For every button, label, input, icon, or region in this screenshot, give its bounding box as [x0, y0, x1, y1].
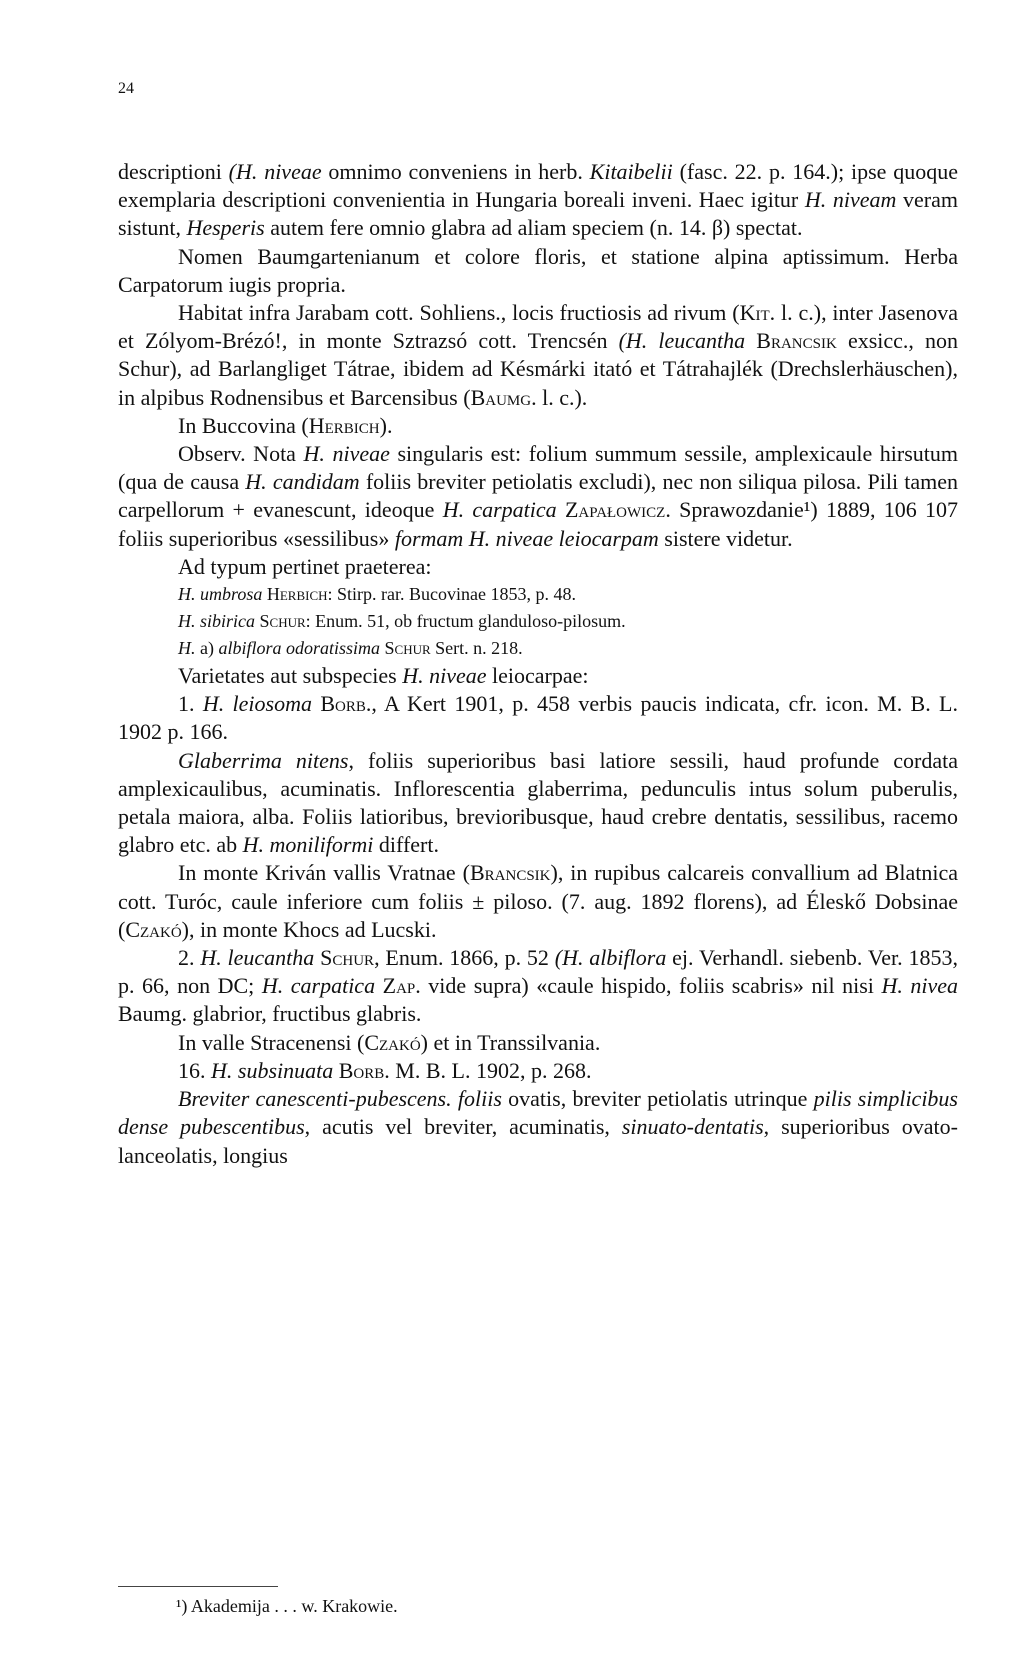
paragraph-3: In Buccovina (Herbich).	[178, 412, 393, 438]
paragraph-10: 1. H. leiosoma Borb., A Kert 1901, p. 458 verbis paucis indicata, cfr. icon. M. B. L. 1902 p. 166.	[118, 691, 958, 745]
paragraph-9: Varietates aut subspecies H. niveae leiocarpae:	[178, 663, 589, 689]
paragraph-2: Habitat infra Jarabam cott. Sohliens., locis fructiosis ad rivum (Kit. l. c.), inter Jasenova et Zólyom-Brézó!, in monte Sztrazsó cott. Trencsén (H. leucantha Brancsik exsicc., non Schur), ad Barlangliget Tátrae, ibidem ad Késmárki itató et Tátrahajlék (Drechslerhäuschen), in alpibus Rodnensibus et Barcensibus (Baumg. l. c.).	[118, 300, 959, 410]
footnote: ¹) Akademija . . . w. Krakowie.	[176, 1596, 398, 1616]
paragraph-5: Ad typum pertinet praeterea:	[178, 553, 432, 579]
paragraph-15: 16. H. subsinuata Borb. M. B. L. 1902, p. 268.	[178, 1057, 592, 1083]
paragraph-1: Nomen Baumgartenianum et colore floris, et statione alpina aptissimum. Herba Carpatorum iugis propria.	[118, 243, 958, 297]
page-number: 24	[118, 80, 134, 97]
paragraph-7: H. sibirica Schur: Enum. 51, ob fructum glanduloso-pilosum.	[178, 611, 626, 632]
paragraph-11: Glaberrima nitens, foliis superioribus basi latiore sessili, haud profunde cordata amplexicaulibus, acuminatis. Inflorescentia glaberrima, pedunculis intus solum puberulis, petala maiora, alba. Foliis latioribus, brevioribusque, haud crebre dentatis, sessilibus, racemo glabro etc. ab H. moniliformi differt.	[118, 747, 958, 858]
paragraph-6: H. umbrosa Herbich: Stirp. rar. Bucovinae 1853, p. 48.	[178, 584, 576, 605]
paragraph-4: Observ. Nota H. niveae singularis est: folium summum sessile, amplexicaule hirsutum (qua de causa H. candidam foliis breviter petiolatis excludi), nec non siliqua pilosa. Pili tamen carpellorum + evanescunt, ideoque H. carpatica Zapałowicz. Sprawozdanie¹) 1889, 106 107 foliis superioribus «sessilibus» formam H. niveae leiocarpam sistere videtur.	[118, 441, 959, 551]
footnote-rule	[118, 1586, 278, 1587]
paragraph-8: H. a) albiflora odoratissima Schur Sert. n. 218.	[178, 638, 523, 659]
paragraph-12: In monte Kriván vallis Vratnae (Brancsik), in rupibus calcareis convallium ad Blatnica cott. Turóc, caule inferiore cum foliis ± piloso. (7. aug. 1892 florens), ad Éleskő Dobsinae (Czakó), in monte Khocs ad Lucski.	[118, 860, 959, 942]
paragraph-14: In valle Stracenensi (Czakó) et in Transsilvania.	[178, 1029, 601, 1055]
body-text	[118, 158, 958, 1170]
paragraph-16: Breviter canescenti-pubescens. foliis ovatis, breviter petiolatis utrinque pilis simplicibus dense pubescentibus, acutis vel breviter, acuminatis, sinuato-dentatis, superioribus ovato-lanceolatis, longius	[118, 1086, 958, 1168]
paragraph-13: 2. H. leucantha Schur, Enum. 1866, p. 52 (H. albiflora ej. Verhandl. siebenb. Ver. 1853, p. 66, non DC; H. carpatica Zap. vide supra) «caule hispido, foliis scabris» nil nisi H. nivea Baumg. glabrior, fructibus glabris.	[118, 945, 959, 1027]
paragraph-0: descriptioni (H. niveae omnimo conveniens in herb. Kitaibelii (fasc. 22. p. 164.); ipse quoque exemplaria descriptioni convenientia in Hungaria boreali inveni. Haec igitur H. niveam veram sistunt, Hesperis autem fere omnio glabra ad aliam speciem (n. 14. β) spectat.	[118, 159, 959, 241]
